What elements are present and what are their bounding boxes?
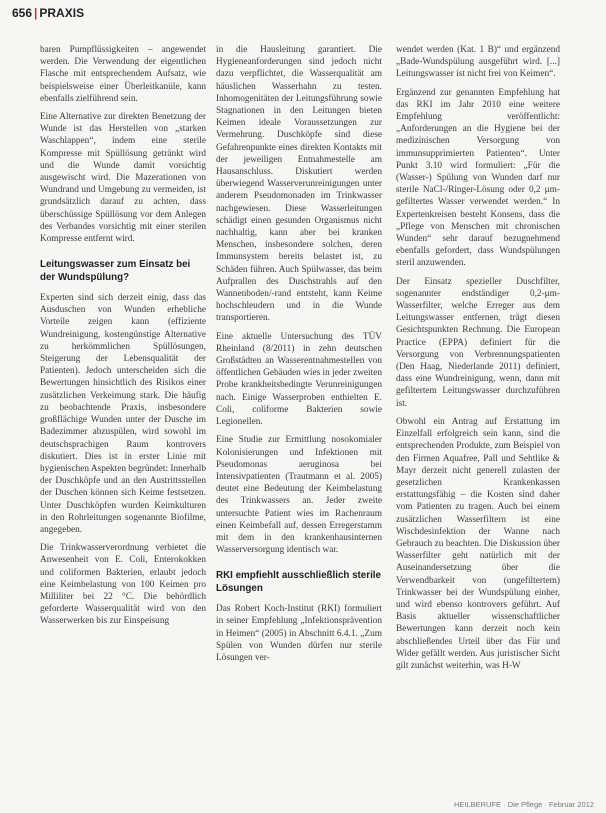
paragraph: in die Hausleitung garantiert. Die Hygieneanforderungen sind jedoch nicht dazu verpflichtet, die Wasserqualität am häuslichen Wasserhahn zu testen. Inhomogenitäten der Leitungsführung sowie Stagnationen in den Leitungen bieten Keimen ideale Voraussetzungen zur Vermehrung. Duschköpfe sind diese Gefahrenpunkte eines direkten Kontakts mit der jeweiligen Entnahmestelle am Hausanschluss. Diskutiert werden überwiegend Wasserverunreinigungen unter anderem Pseudomonaden im Trinkwasser nachgewiesen. Diese Wasserleitungen schädigt einen gesunden Organismus nicht nachhaltig, kann aber bei kranken Menschen, insbesondere solchen, deren Immunsystem bereits belastet ist, zu Schäden führen. Auch Spülwasser, das beim Aufprallen des Duschstrahls auf den Wannenboden/-rand entsteht, kann Keime hochschleudern und in die Wunde transportieren. bbox=[216, 45, 382, 324]
paragraph: Der Einsatz spezieller Duschfilter, sogenannter endständiger 0,2-μm-Wasserfilter, welche Erreger aus dem Leitungswasser entfernen, trägt diesen Gesichtspunkten Rechnung. Die European Practice (EPPA) definiert für die Versorgung von Verbrennungspatienten (Den Haag, Niederlande 2011) definiert, dass eine Wundreinigung, wenn, dann mit gefiltertem Leitungswasser durchzuführen ist. bbox=[396, 276, 560, 409]
text-column-1 bbox=[40, 44, 206, 634]
paragraph: Experten sind sich derzeit einig, dass das Ausduschen von Wunden erhebliche Vorteile zeigen kann (effiziente Wundreinigung, kostengünstige Alternative zu herkömmlichen Spüllösungen, Steigerung der Lebensqualität der Patienten). Jedoch unterscheiden sich die Bewertungen hinsichtlich des Risikos einer zusätzlichen Verkeimung stark. Die häufig zu beobachtende Praxis, insbesondere großflächige Wunden unter der Dusche im Badezimmer abzuspülen, wird sowohl im deutschsprachigen Raum kontrovers diskutiert. Dies ist in erster Linie mit hygienischen Aspekten begründet: Innerhalb der Duschköpfe und an den Austrittsstellen der Duschen können sich Keime festsetzen. Unter Duschköpfen wurden Keimkulturen in den Rohrleitungen sogenannte Biofilme, angegeben. bbox=[40, 293, 207, 535]
page-footer: HEILBERUFE · Die Pflege · Februar 2012 bbox=[453, 800, 594, 809]
section-heading: RKI empfiehlt ausschließlich sterile Lösungen bbox=[216, 570, 381, 594]
running-header bbox=[12, 6, 84, 24]
paragraph: Eine Studie zur Ermittlung nosokomialer Kolonisierungen und Infektionen mit Pseudomonas aeruginosa bei Intensivpatienten (Trautmann et al. 2005) deutet eine Bedeutung der Keimbelastung des Trinkwassers an. Jeder zweite untersuchte Patient wies im Rachenraum einen Keimbefall auf, dessen Erregerstamm mit dem in den krankenhausinternen Wasserversorgung identisch war. bbox=[216, 435, 382, 556]
header-separator: | bbox=[34, 6, 38, 20]
page-number: 656 bbox=[12, 6, 33, 20]
paragraph: wendet werden (Kat. 1 B)“ und ergänzend „Bade-Wundspülung ausgeführt wird. [...] Leitungswasser ist nicht frei von Keimen“. bbox=[396, 45, 560, 80]
paragraph: Ergänzend zur genannten Empfehlung hat das RKI im Jahr 2010 eine weitere Empfehlung veröffentlicht: „Anforderungen an die Hygiene bei der medizinischen Versorgung von immunsupprimierten Patienten“. Unter Punkt 3.10 wird formuliert: „Für die (Wasser-) Spülung von Wunden darf nur sterile NaCl-/Ringer-Lösung oder 0,2 μm-gefiltertes Wasser verwendet werden.“ In Expertenkreisen besteht Konsens, dass die „Pflege von Menschen mit chronischen Wunden“ sehr darauf bezugnehmend ebenfalls gefordert, dass Wundspülungen steril anzuwenden. bbox=[396, 87, 560, 269]
paragraph: Eine Alternative zur direkten Benetzung der Wunde ist das Herstellen von „starken Waschlappen“, indem eine sterile Kompresse mit Spüllösung getränkt wird und die Wunde damit vorsichtig ausgewischt wird. Die Mazerationen von Wundrand und Umgebung zu vermeiden, ist grundsätzlich darauf zu achten, dass überschüssige Spüllösung vor dem Anlegen des Verbandes vorsichtig mit einer sterilen Kompresse entfernt wird. bbox=[40, 112, 206, 245]
paragraph: Die Trinkwasserverordnung verbietet die Anwesenheit von E. Coli, Enterokokken und coliformen Bakterien, erlaubt jedoch eine Keimbelastung von 100 Keimen pro Milliliter bei 22 °C. Die behördlich geforderte Wasserqualität wird von den Wasserwerken bis zur Einspeisung bbox=[40, 543, 206, 627]
section-label: PRAXIS bbox=[39, 6, 85, 20]
paragraph: Das Robert Koch-Institut (RKI) formuliert in seiner Empfehlung „Infektionsprävention in Heimen“ (2005) in Abschnitt 6.4.1. „Zum Spülen von Wunden dürfen nur sterile Lösungen ver- bbox=[216, 604, 382, 663]
text-column-3 bbox=[396, 44, 560, 678]
paragraph: Eine aktuelle Untersuchung des TÜV Rheinland (8/2011) in zehn deutschen Großstädten an Wasserentnahmestellen von öffentlichen Gebäuden wies in jeder zweiten Probe krankheitsbedingte Verunreinigungen nach. Einige Wasserproben enthielten E. Coli, coliforme Bakterien sowie Legionellen. bbox=[216, 331, 382, 428]
section-heading: Leitungswasser zum Einsatz bei der Wundspülung? bbox=[40, 259, 191, 283]
text-column-2 bbox=[216, 44, 382, 670]
paragraph: Obwohl ein Antrag auf Erstattung im Einzelfall erfolgreich sein kann, sind die entsprechenden Produkte, zum Beispiel von den Firmen Aquafree, Pall und Sehtlike & Mayr derzeit nicht generell zulasten der gesetzlichen Krankenkassen erstattungsfähig – die Kosten sind daher vom Patienten zu tragen. Auch bei einem zusätzlichen Wasserfiltern ist eine Wischdesinfektion der Wanne nach Gebrauch zu beachten. Die Diskussion über Wasserfilter geht natürlich mit der Auseinandersetzung über die Verwendbarkeit von (ungefiltertem) Trinkwasser bei der Wundspülung einher, und wird ebenso kontrovers geführt. Auf Basis aktueller wissenschaftlicher Bewertungen kann derzeit noch kein abschließendes Urteil über das Für und Wider gefällt werden. Aus juristischer Sicht gilt zunächst weiterhin, was H-W bbox=[396, 416, 560, 671]
paragraph: baren Pumpflüssigkeiten – angewendet werden. Die Verwendung der eigentlichen Flasche mit entsprechendem Aufsatz, wie beispielsweise einer Überleitkanüle, kann ebenfalls zielführend sein. bbox=[40, 45, 206, 104]
